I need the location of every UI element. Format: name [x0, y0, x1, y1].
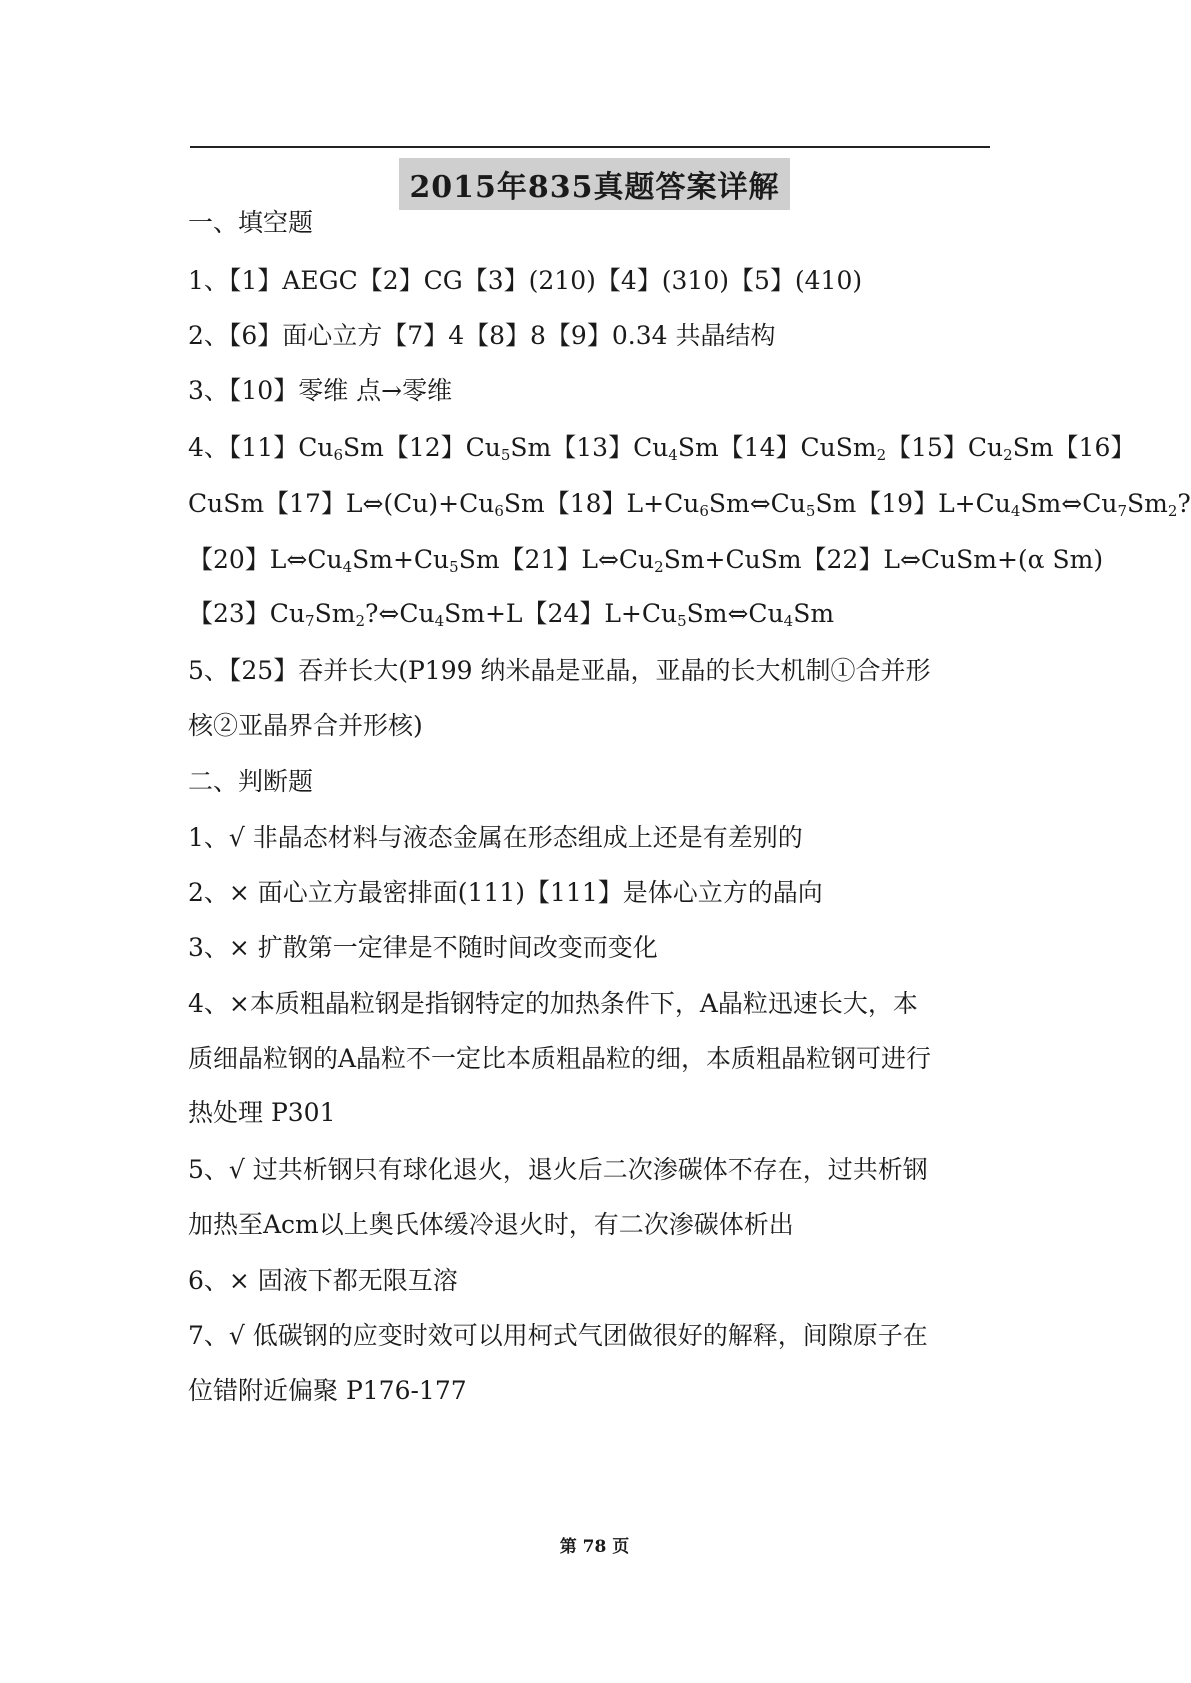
section-judge-heading: 二、判断题	[188, 767, 314, 796]
fill-q2: 2、【6】面心立方【7】4【8】8【9】0.34 共晶结构	[188, 321, 776, 350]
fill-q5-line1: 5、【25】吞并长大(P199 纳米晶是亚晶，亚晶的长大机制①合并形	[188, 656, 931, 685]
judge-5-line1: 5、√ 过共析钢只有球化退火，退火后二次渗碳体不存在，过共析钢	[188, 1155, 928, 1184]
page-number: 第 78 页	[559, 1537, 630, 1557]
judge-7-line2: 位错附近偏聚 P176-177	[188, 1376, 467, 1405]
judge-4-line3: 热处理 P301	[188, 1098, 336, 1127]
judge-4-line2: 质细晶粒钢的A晶粒不一定比本质粗晶粒的细，本质粗晶粒钢可进行	[188, 1044, 932, 1073]
fill-q3: 3、【10】零维 点→零维	[188, 376, 453, 405]
fill-q4-line2: CuSm【17】$L\Leftrightarrow(Cu)+Cu_6Sm$【18】$L+Cu_6Sm\Leftrightarrow Cu_5Sm$【19】$L+Cu_4Sm\Leftrightarrow Cu_7Sm_2$?	[188, 489, 1191, 520]
header-rule	[190, 146, 990, 148]
judge-4-line1: 4、×本质粗晶粒钢是指钢特定的加热条件下，A晶粒迅速长大，本	[188, 989, 918, 1018]
fill-q4-line3: 【20】$L\Leftrightarrow Cu_4Sm+Cu_5Sm$【21】$L\Leftrightarrow Cu_2Sm+CuSm$【22】L⇔CuSm+(α Sm)	[188, 545, 1104, 576]
judge-3: 3、× 扩散第一定律是不随时间改变而变化	[188, 933, 658, 962]
page-title: 2015年835真题答案详解	[399, 158, 789, 210]
judge-1: 1、√ 非晶态材料与液态金属在形态组成上还是有差别的	[188, 823, 803, 852]
fill-q4-line4: 【23】$Cu_7Sm_2?\Leftrightarrow Cu_4Sm+L$【24】$L+Cu_5Sm\Leftrightarrow Cu_4Sm$	[188, 599, 835, 630]
page-title-wrap	[0, 158, 1189, 210]
judge-6: 6、× 固液下都无限互溶	[188, 1266, 458, 1295]
fill-q4-line1: 4、【11】$Cu_6Sm$【12】$Cu_5Sm$【13】$Cu_4Sm$【14】CuSm$_2$【15】$Cu_2Sm$【16】	[188, 433, 1136, 464]
judge-2: 2、× 面心立方最密排面(111)【111】是体心立方的晶向	[188, 878, 823, 907]
judge-5-line2: 加热至Acm以上奥氏体缓冷退火时，有二次渗碳体析出	[188, 1210, 794, 1239]
fill-q5-line2: 核②亚晶界合并形核)	[188, 711, 423, 740]
judge-7-line1: 7、√ 低碳钢的应变时效可以用柯式气团做很好的解释，间隙原子在	[188, 1321, 928, 1350]
section-fill-heading: 一、填空题	[188, 208, 314, 237]
fill-q1: 1、【1】AEGC【2】CG【3】(210)【4】(310)【5】(410)	[188, 266, 863, 295]
